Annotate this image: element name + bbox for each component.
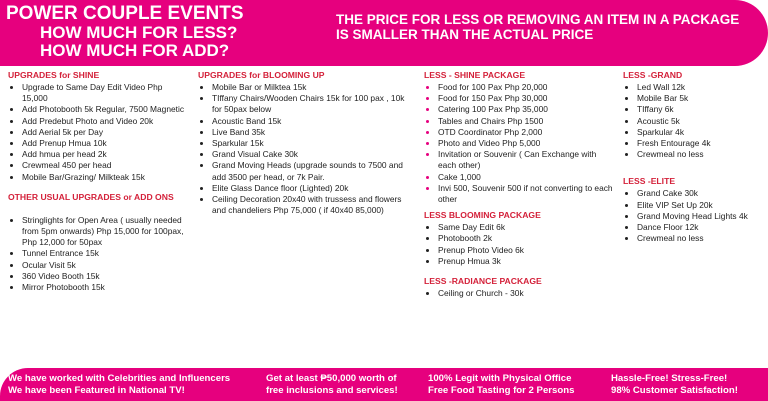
list-item: • Food for 100 Pax Php 20,000 (438, 82, 616, 93)
footer-inclusions-line1: Get at least ₱50,000 worth of (266, 373, 397, 384)
list-item: • Ocular Visit 5k (22, 260, 186, 271)
list-upgrades-blooming (198, 82, 408, 216)
list-item: • Catering 100 Pax Php 35,000 (438, 104, 616, 115)
list-item: • TIffany Chairs/Wooden Chairs 15k for 100 pax , 10k for 50pax below (212, 93, 408, 115)
footer-inclusions-line2: free inclusions and services! (266, 385, 398, 396)
column-upgrades-blooming (198, 70, 408, 216)
list-item: • Dance Floor 12k (637, 222, 768, 233)
list-item: • Tables and Chairs Php 1500 (438, 116, 616, 127)
list-item: • Food for 150 Pax Php 30,000 (438, 93, 616, 104)
list-item: • Mobile Bar 5k (637, 93, 768, 104)
list-item: • Ceiling Decoration 20x40 with trussess and flowers and chandeliers Php 75,000 ( if 40x40 85,000) (212, 194, 408, 216)
section-heading-less-radiance: LESS -RADIANCE PACKAGE (424, 276, 542, 287)
list-item: • Cake 1,000 (438, 172, 616, 183)
footer-inclusions (266, 373, 398, 397)
list-item: • Led Wall 12k (637, 82, 768, 93)
list-item: • Mirror Photobooth 15k (22, 282, 186, 293)
footer-satisfaction-line1: Hassle-Free! Stress-Free! (611, 373, 728, 384)
page-title: POWER COUPLE EVENTS (6, 3, 244, 24)
list-item: • OTD Coordinator Php 2,000 (438, 127, 616, 138)
list-item: • Crewmeal no less (637, 149, 768, 160)
list-less-blooming (424, 222, 616, 267)
list-item: • TIffany 6k (637, 104, 768, 115)
list-item: • Photobooth 2k (438, 233, 616, 244)
list-item: • Mobile Bar or Milktea 15k (212, 82, 408, 93)
footer-legit (428, 373, 574, 397)
list-item: • Upgrade to Same Day Edit Video Php 15,000 (22, 82, 186, 104)
list-item: • Mobile Bar/Grazing/ Milkteak 15k (22, 172, 186, 183)
column-upgrades-shine (8, 70, 186, 293)
list-item: • Fresh Entourage 4k (637, 138, 768, 149)
footer-legit-line1: 100% Legit with Physical Office (428, 373, 572, 384)
list-item: • Prenup Photo Video 6k (438, 245, 616, 256)
footer-banner (0, 368, 768, 401)
footer-celebrities (8, 373, 230, 397)
list-item: • Grand Visual Cake 30k (212, 149, 408, 160)
section-heading-other-upgrades: OTHER USUAL UPGRADES or ADD ONS (8, 191, 174, 202)
footer-satisfaction-line2: 98% Customer Satisfaction! (611, 385, 738, 396)
list-item: • Ceiling or Church - 30k (438, 288, 616, 299)
list-item: • Acoustic Band 15k (212, 116, 408, 127)
list-item: • Add Aerial 5k per Day (22, 127, 186, 138)
section-heading-upgrades-shine: UPGRADES for SHINE (8, 70, 100, 80)
column-less-packages (424, 70, 616, 299)
section-heading-less-grand: LESS -GRAND (623, 70, 683, 80)
page-subtitle-add: HOW MUCH FOR ADD? (40, 41, 230, 60)
header-banner (0, 0, 768, 66)
list-item: • Crewmeal 450 per head (22, 160, 186, 171)
list-item: • Crewmeal no less (637, 233, 768, 244)
list-item: • Elite Glass Dance floor (Lighted) 20k (212, 183, 408, 194)
list-less-grand (623, 82, 768, 160)
list-upgrades-shine (8, 82, 186, 183)
list-item: • Tunnel Entrance 15k (22, 248, 186, 259)
list-item: • Elite VIP Set Up 20k (637, 200, 768, 211)
list-item: • Add Predebut Photo and Video 20k (22, 116, 186, 127)
footer-celebrities-line2: We have been Featured in National TV! (8, 385, 185, 396)
column-less-grand-elite (623, 70, 768, 244)
list-item: • Sparkular 15k (212, 138, 408, 149)
list-item: • Same Day Edit 6k (438, 222, 616, 233)
list-item: • 360 Video Booth 15k (22, 271, 186, 282)
list-item: • Grand Moving Head Lights 4k (637, 211, 768, 222)
section-heading-less-shine: LESS - SHINE PACKAGE (424, 70, 526, 80)
list-item: • Add hmua per head 2k (22, 149, 186, 160)
page-subtitle-less: HOW MUCH FOR LESS? (40, 23, 238, 42)
list-less-shine (424, 82, 616, 205)
price-note: THE PRICE FOR LESS OR REMOVING AN ITEM IN A PACKAGE IS SMALLER THAN THE ACTUAL PRICE (336, 12, 740, 42)
list-item: • Add Prenup Hmua 10k (22, 138, 186, 149)
list-less-radiance (424, 288, 616, 299)
list-item: • Live Band 35k (212, 127, 408, 138)
list-item: • Prenup Hmua 3k (438, 256, 616, 267)
list-other-upgrades (8, 215, 186, 293)
list-item: • Invi 500, Souvenir 500 if not converting to each other (438, 183, 616, 205)
footer-celebrities-line1: We have worked with Celebrities and Influencers (8, 373, 231, 384)
list-item: • Add Photobooth 5k Regular, 7500 Magnetic (22, 104, 186, 115)
list-item: • Acoustic 5k (637, 116, 768, 127)
footer-satisfaction (611, 373, 738, 397)
list-less-elite (623, 188, 768, 244)
section-heading-less-blooming: LESS BLOOMING PACKAGE (424, 210, 541, 221)
list-item: • Grand Cake 30k (637, 188, 768, 199)
list-item: • Sparkular 4k (637, 127, 768, 138)
list-item: • Photo and Video Php 5,000 (438, 138, 616, 149)
list-item: • Invitation or Souvenir ( Can Exchange with each other) (438, 149, 616, 171)
list-item: • Grand Moving Heads (upgrade sounds to 7500 and add 3500 per head, or 7k Pair. (212, 160, 408, 182)
list-item: • Stringlights for Open Area ( usually needed from 5pm onwards) Php 15,000 for 100pax, Php 12,000 for 50pax (22, 215, 186, 249)
section-heading-less-elite: LESS -ELITE (623, 176, 676, 187)
footer-legit-line2: Free Food Tasting for 2 Persons (428, 385, 575, 396)
section-heading-upgrades-blooming: UPGRADES for BLOOMING UP (198, 70, 325, 80)
